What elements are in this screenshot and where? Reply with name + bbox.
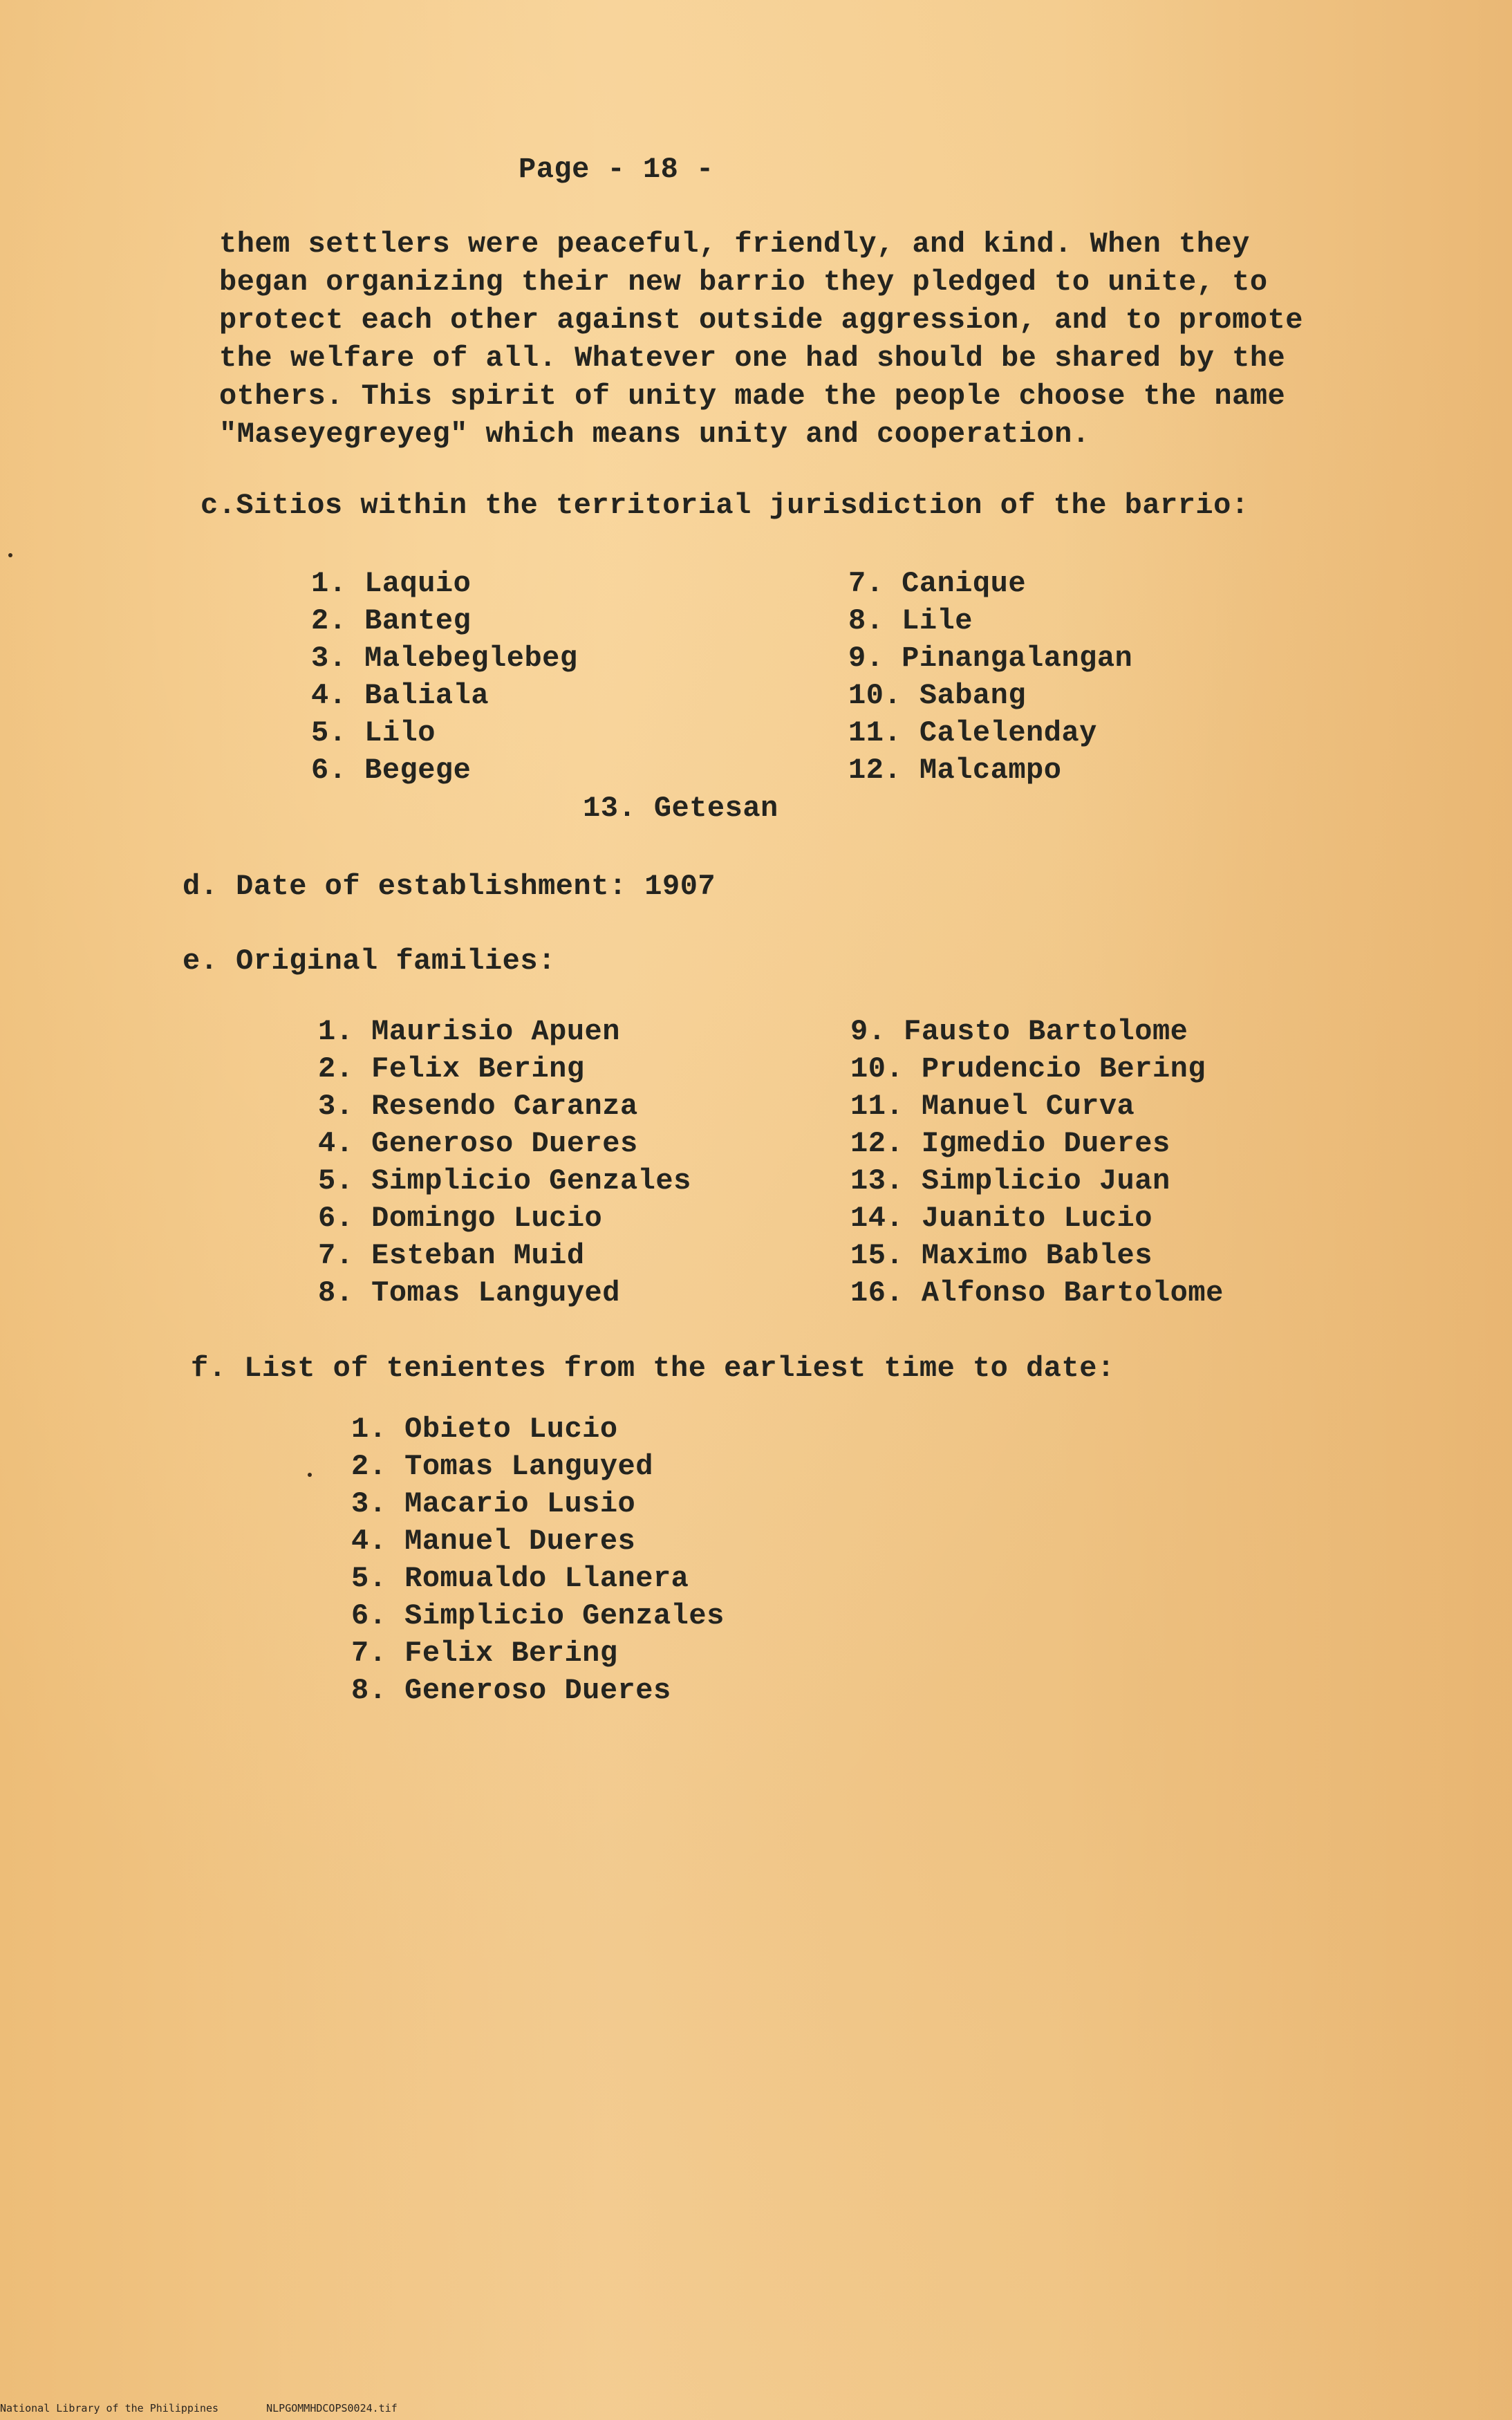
families-list-right xyxy=(850,1013,1224,1312)
list-item: 12. Igmedio Dueres xyxy=(850,1127,1170,1160)
list-item: 9. Fausto Bartolome xyxy=(850,1015,1188,1048)
list-item: 5. Simplicio Genzales xyxy=(318,1164,691,1198)
families-heading: e. Original families: xyxy=(183,944,556,978)
tenientes-heading: f. List of tenientes from the earliest time to date: xyxy=(191,1352,1115,1385)
list-item: 9. Pinangalangan xyxy=(848,642,1133,675)
paragraph-line: "Maseyegreyeg" which means unity and cooperation. xyxy=(219,418,1090,451)
list-item: 5. Romualdo Llanera xyxy=(351,1562,689,1595)
sitios-heading: c.Sitios within the territorial jurisdiction of the barrio: xyxy=(200,489,1249,522)
list-item: 10. Prudencio Bering xyxy=(850,1052,1206,1086)
list-item: 3. Malebeglebeg xyxy=(311,642,578,675)
establishment-date: d. Date of establishment: 1907 xyxy=(183,870,716,903)
paper-speck xyxy=(308,1473,312,1477)
paragraph-line: began organizing their new barrio they pledged to unite, to xyxy=(219,266,1268,299)
paragraph-line: them settlers were peaceful, friendly, and kind. When they xyxy=(219,227,1250,261)
list-item: 12. Malcampo xyxy=(848,754,1062,787)
list-item: 8. Generoso Dueres xyxy=(351,1674,671,1707)
list-item: 6. Simplicio Genzales xyxy=(351,1599,725,1632)
list-item: 1. Obieto Lucio xyxy=(351,1413,618,1446)
list-item: 7. Felix Bering xyxy=(351,1637,618,1670)
list-item: 3. Resendo Caranza xyxy=(318,1090,638,1123)
list-item: 1. Laquio xyxy=(311,567,472,600)
list-item: 4. Manuel Dueres xyxy=(351,1525,636,1558)
paragraph-line: others. This spirit of unity made the people choose the name xyxy=(219,380,1286,413)
list-item: 15. Maximo Bables xyxy=(850,1239,1152,1272)
paragraph-line: protect each other against outside aggression, and to promote xyxy=(219,304,1303,337)
list-item: 16. Alfonso Bartolome xyxy=(850,1276,1224,1310)
list-item: 2. Tomas Languyed xyxy=(351,1450,653,1483)
list-item: 10. Sabang xyxy=(848,679,1027,712)
list-item: 7. Esteban Muid xyxy=(318,1239,585,1272)
list-item: 13. Simplicio Juan xyxy=(850,1164,1170,1198)
list-item: 7. Canique xyxy=(848,567,1027,600)
list-item: 2. Felix Bering xyxy=(318,1052,585,1086)
sitio-last-item: 13. Getesan xyxy=(583,792,778,825)
list-item: 4. Baliala xyxy=(311,679,489,712)
list-item: 2. Banteg xyxy=(311,604,472,637)
sitios-list-left xyxy=(311,565,578,789)
list-item: 5. Lilo xyxy=(311,716,436,750)
families-list-left xyxy=(318,1013,691,1312)
page-number: Page - 18 - xyxy=(519,153,714,186)
tenientes-list xyxy=(351,1411,725,1709)
history-paragraph xyxy=(219,225,1408,454)
list-item: 8. Tomas Languyed xyxy=(318,1276,620,1310)
list-item: 6. Begege xyxy=(311,754,472,787)
paragraph-line: the welfare of all. Whatever one had should be shared by the xyxy=(219,342,1286,375)
scan-footer xyxy=(0,2402,439,2414)
list-item: 14. Juanito Lucio xyxy=(850,1202,1152,1235)
list-item: 4. Generoso Dueres xyxy=(318,1127,638,1160)
footer-library: National Library of the Philippines xyxy=(0,2402,219,2414)
footer-filename: NLPGOMMHDCOPS0024.tif xyxy=(266,2402,398,2414)
list-item: 11. Manuel Curva xyxy=(850,1090,1135,1123)
list-item: 1. Maurisio Apuen xyxy=(318,1015,620,1048)
list-item: 6. Domingo Lucio xyxy=(318,1202,603,1235)
paper-speck xyxy=(8,553,12,557)
list-item: 8. Lile xyxy=(848,604,973,637)
list-item: 3. Macario Lusio xyxy=(351,1487,636,1520)
list-item: 11. Calelenday xyxy=(848,716,1097,750)
sitios-list-right xyxy=(848,565,1132,789)
